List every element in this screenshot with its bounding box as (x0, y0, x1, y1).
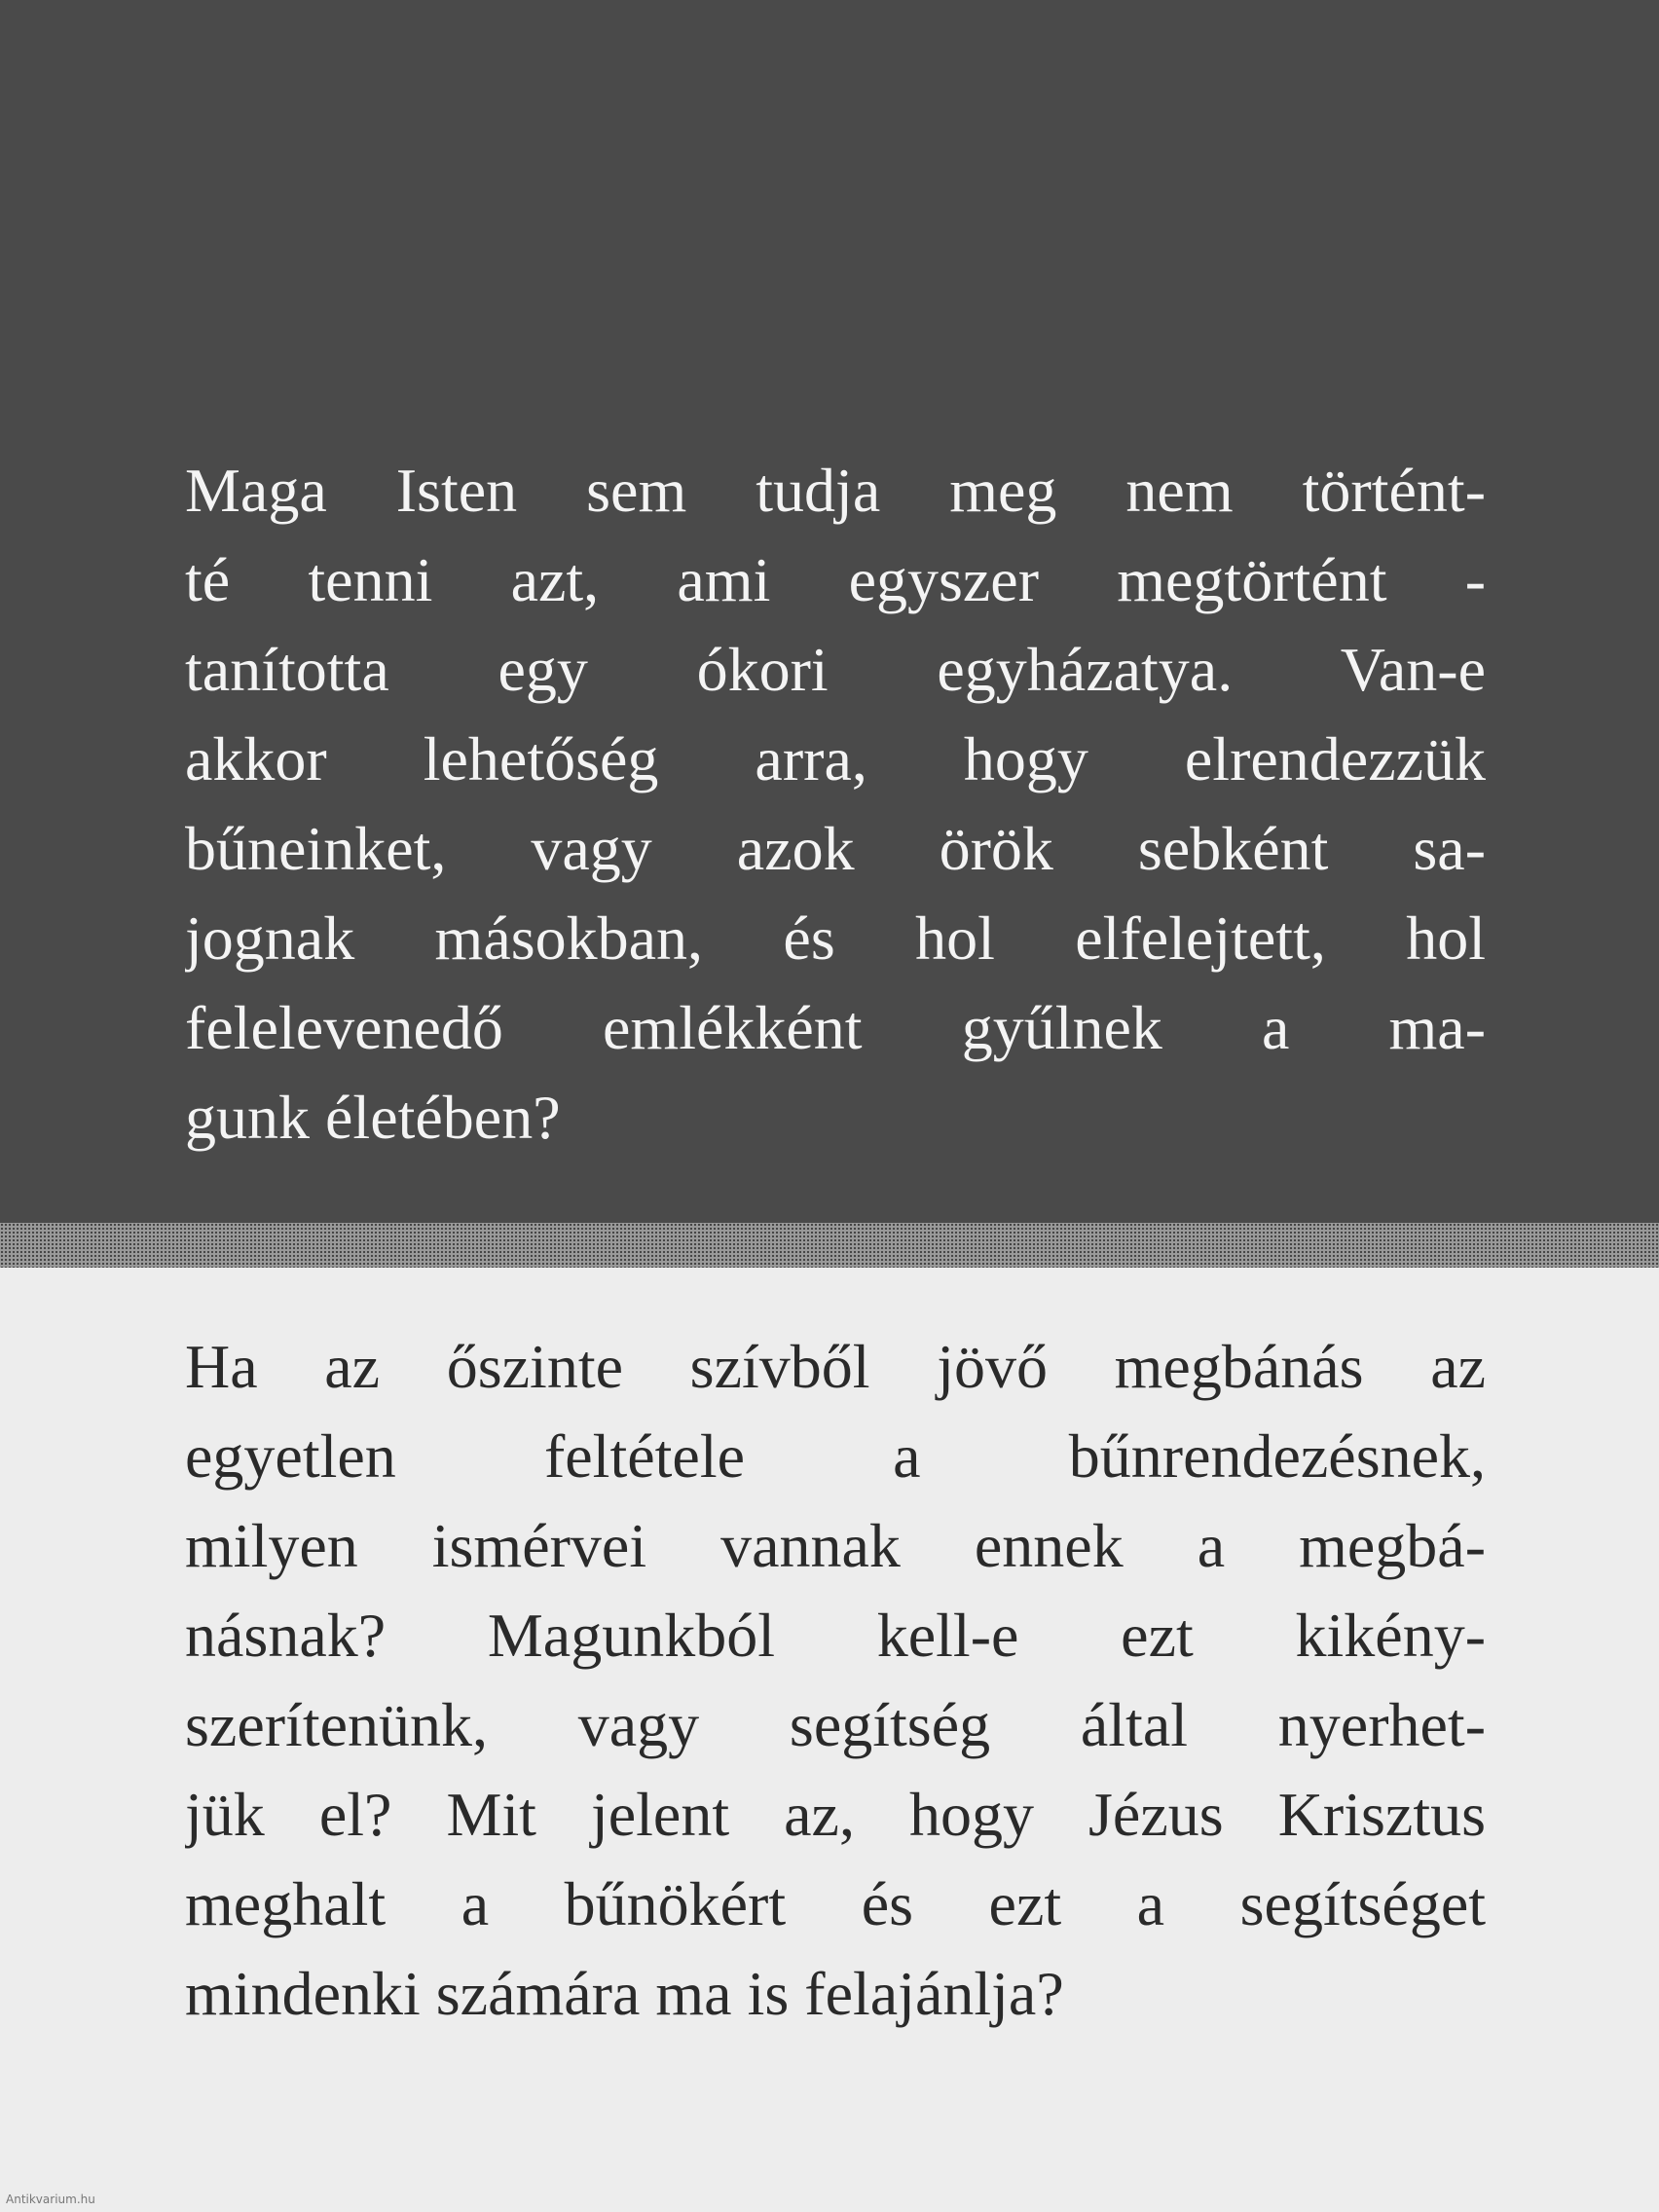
bottom-line: jük el? Mit jelent az, hogy Jézus Krisztus (185, 1780, 1486, 1849)
top-line: jognak másokban, és hol elfelejtett, hol (185, 903, 1486, 973)
top-line: bűneinket, vagy azok örök sebként sa- (185, 814, 1486, 883)
bottom-line: szerítenünk, vagy segítség által nyerhet- (185, 1690, 1486, 1759)
bottom-line: mindenki számára ma is felajánlja? (185, 1959, 1064, 2028)
top-paragraph (185, 446, 1486, 1162)
top-line: akkor lehetőség arra, hogy elrendezzük (185, 724, 1486, 793)
bottom-line: egyetlen feltétele a bűnrendezésnek, (185, 1421, 1486, 1491)
bottom-line: meghalt a bűnökért és ezt a segítséget (185, 1869, 1486, 1938)
halftone-divider (0, 1223, 1659, 1268)
top-line: Maga Isten sem tudja meg nem történt- (185, 456, 1486, 525)
bottom-paragraph (185, 1322, 1486, 2039)
top-line: té tenni azt, ami egyszer megtörtént - (185, 545, 1486, 614)
bottom-line: násnak? Magunkból kell-e ezt kikény- (185, 1601, 1486, 1670)
watermark: Antikvarium.hu (6, 2193, 95, 2206)
top-line: gunk életében? (185, 1083, 561, 1152)
bottom-line: milyen ismérvei vannak ennek a megbá- (185, 1511, 1486, 1580)
top-line: tanította egy ókori egyházatya. Van-e (185, 635, 1486, 704)
bottom-line: Ha az őszinte szívből jövő megbánás az (185, 1332, 1486, 1401)
top-line: felelevenedő emlékként gyűlnek a ma- (185, 993, 1486, 1062)
